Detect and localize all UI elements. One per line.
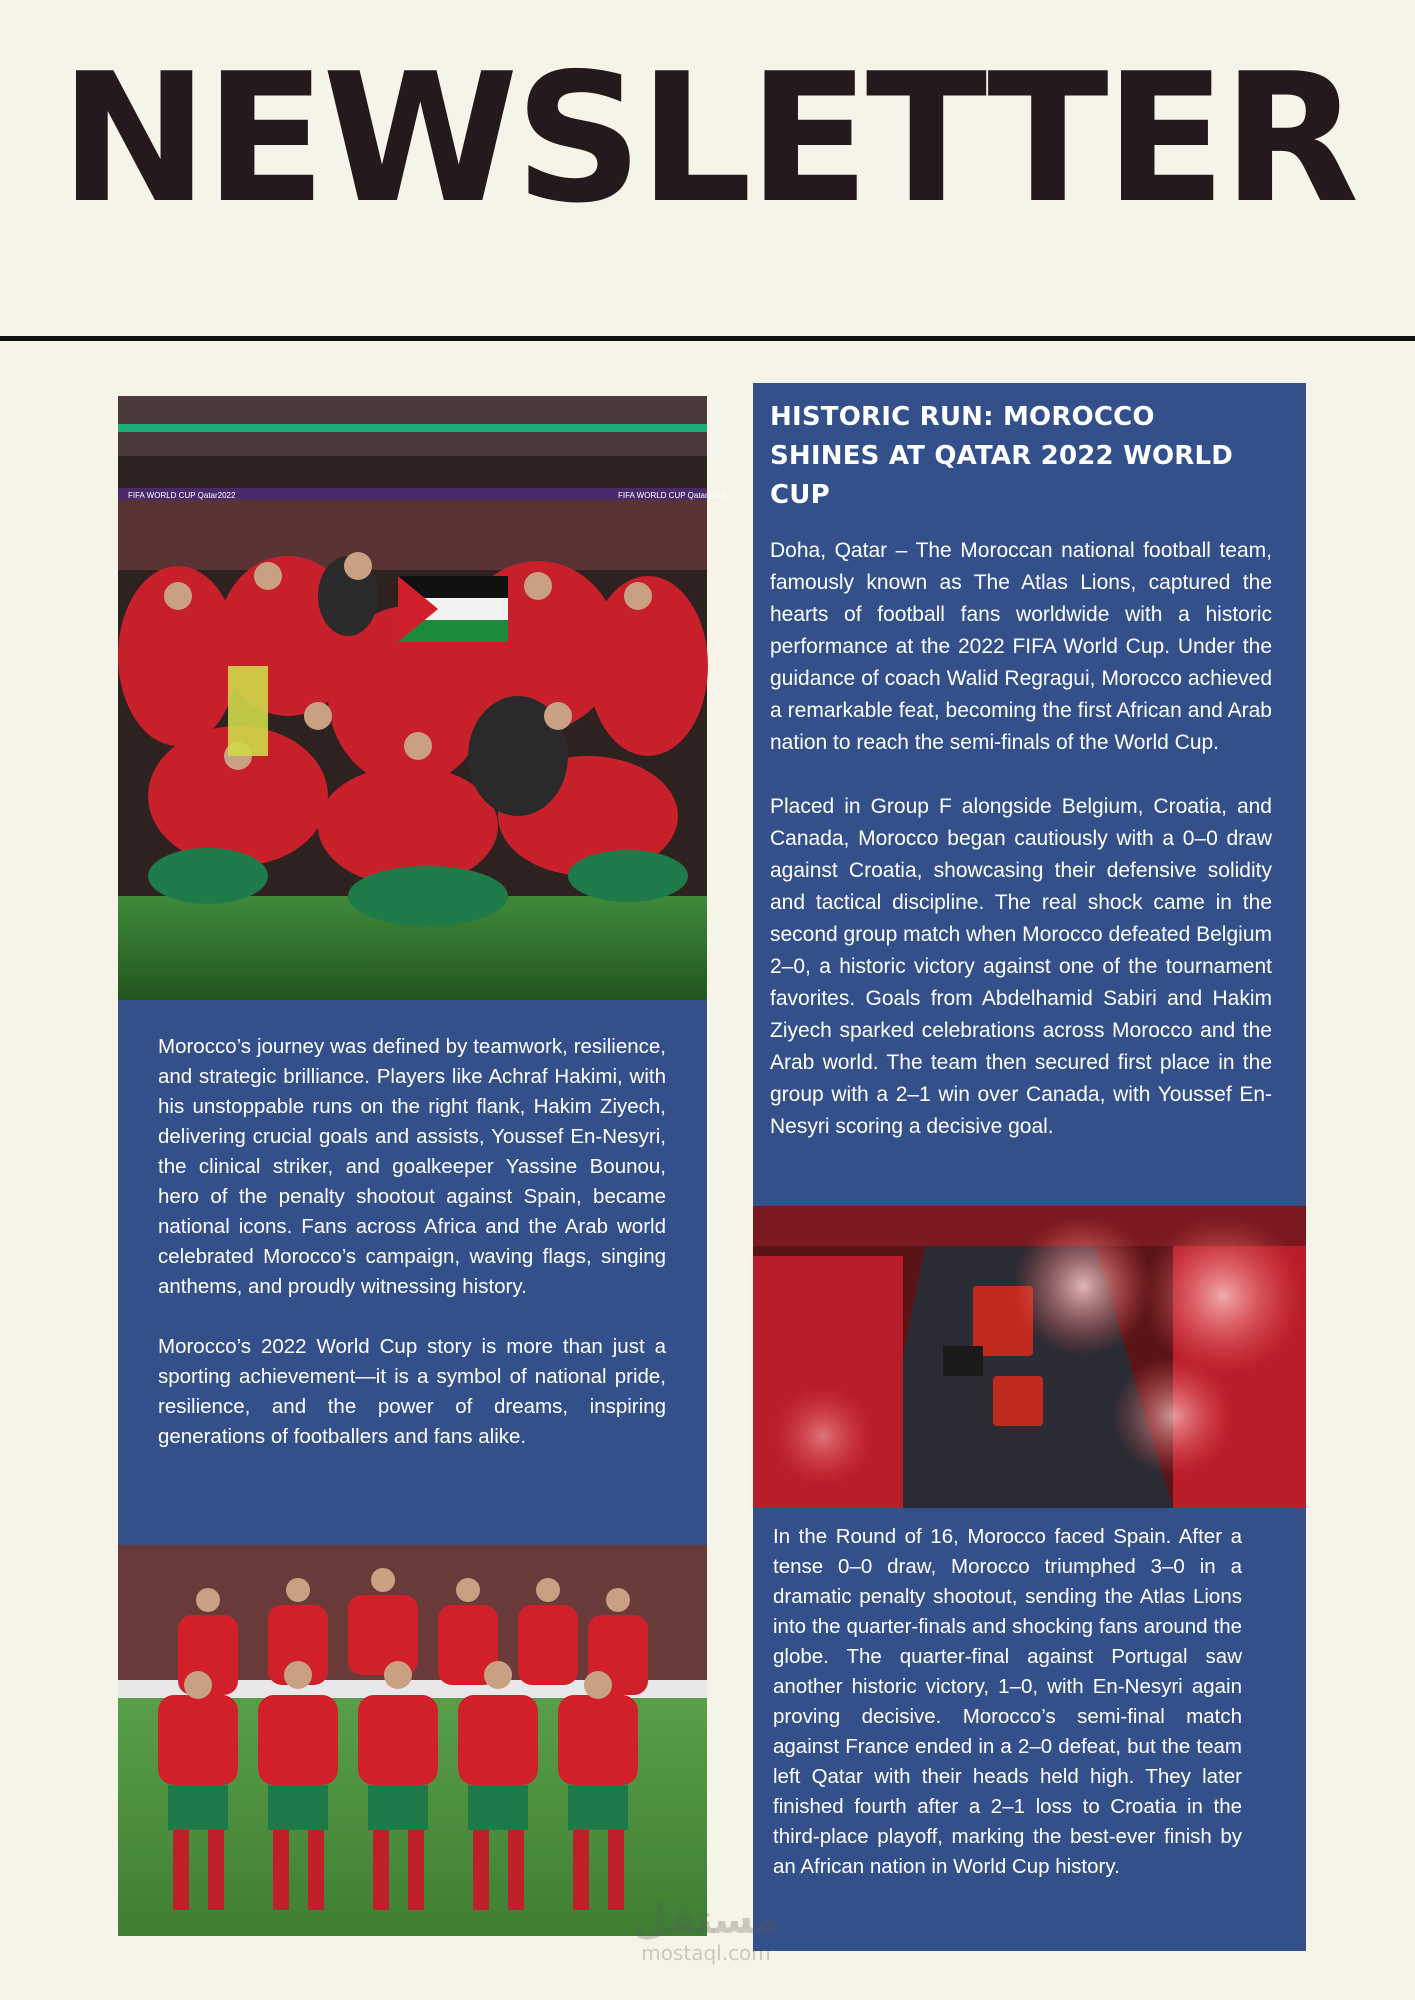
watermark-text: mostaql.com <box>641 1941 771 1965</box>
article-headline: HISTORIC RUN: MOROCCO SHINES AT QATAR 2022 WORLD CUP <box>770 402 1234 510</box>
article-panel-left <box>118 1000 707 1545</box>
stadium-board-text: FIFA WORLD CUP Qatar2022 <box>128 491 236 500</box>
article-paragraph-3: Morocco’s journey was defined by teamwork, resilience, and strategic brilliance. Players like Achraf Hakimi, with his unstoppable runs on the right flank, Hakim Ziyech, delivering crucial goals and assists, Youssef En-Nesyri, the clinical striker, and goalkeeper Yassine Bounou, hero of the penalty shootout against Spain, became national icons. Fans across Africa and the Arab world celebrated Morocco’s campaign, waving flags, singing anthems, and proudly witnessing history. <box>158 1035 666 1298</box>
stadium-board-text-right: FIFA WORLD CUP Qatar2022 <box>618 491 726 500</box>
team-lineup-photo <box>118 1545 707 1936</box>
palestine-flag <box>398 576 508 642</box>
newsletter-title: NEWSLETTER <box>59 35 1356 242</box>
article-paragraph-1: Doha, Qatar – The Moroccan national football team, famously known as The Atlas Lions, captured the hearts of football fans worldwide with a historic performance at the 2022 FIFA World Cup. Under the guidance of coach Walid Regragui, Morocco achieved a remarkable feat, becoming the first African and Arab nation to reach the semi-finals of the World Cup. <box>770 539 1272 754</box>
street-celebration-photo <box>753 1206 1306 1508</box>
team-celebration-photo <box>118 396 726 1000</box>
header-divider <box>0 336 1415 341</box>
article-paragraph-4: Morocco’s 2022 World Cup story is more than just a sporting achievement—it is a symbol of national pride, resilience, and the power of dreams, inspiring generations of footballers and fans alike. <box>158 1335 666 1448</box>
mostaql-watermark <box>616 1898 796 1964</box>
article-panel-right <box>753 383 1306 1206</box>
article-paragraph-5: In the Round of 16, Morocco faced Spain. After a tense 0–0 draw, Morocco triumphed 3–0 in a dramatic penalty shootout, sending the Atlas Lions into the quarter-finals and shocking fans around the globe. The quarter-final against Portugal saw another historic victory, 1–0, with En-Nesyri again proving decisive. Morocco’s semi-final match against France ended in a 2–0 defeat, but the team left Qatar with their heads held high. They later finished fourth after a 2–1 loss to Croatia in the third-place playoff, marking the best-ever finish by an African nation in World Cup history. <box>773 1525 1242 1878</box>
article-panel-right-lower <box>753 1508 1306 1951</box>
watermark-logo: مستقل <box>632 1897 780 1943</box>
article-paragraph-2: Placed in Group F alongside Belgium, Croatia, and Canada, Morocco began cautiously with a 0–0 draw against Croatia, showcasing their defensive solidity and tactical discipline. The real shock came in the second group match when Morocco defeated Belgium 2–0, a historic victory against one of the tournament favorites. Goals from Abdelhamid Sabiri and Hakim Ziyech sparked celebrations across Morocco and the Arab world. The team then secured first place in the group with a 2–1 win over Canada, with Youssef En-Nesyri scoring a decisive goal. <box>770 795 1272 1138</box>
